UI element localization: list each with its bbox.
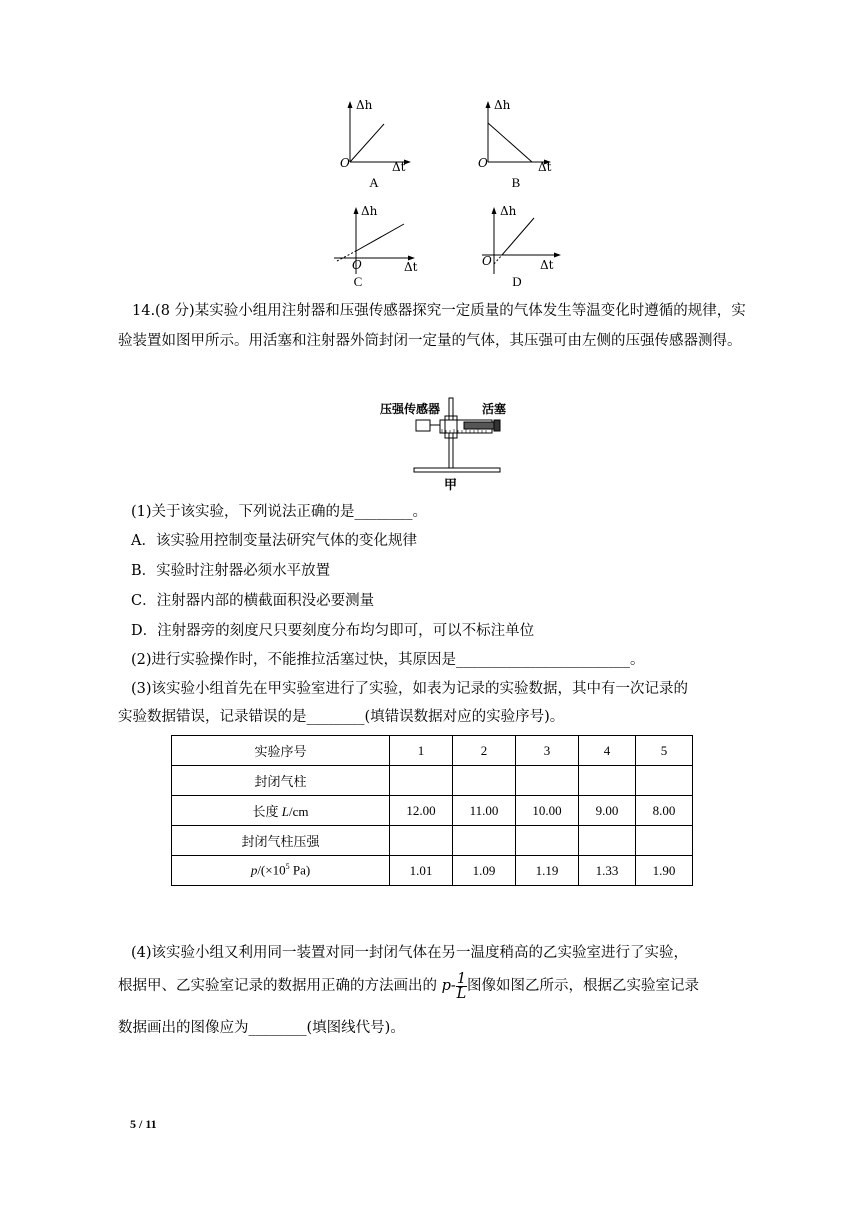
table-row bbox=[172, 796, 693, 826]
table-cell: 1.33 bbox=[579, 856, 636, 886]
graph-a bbox=[336, 98, 436, 178]
table-cell: 封闭气柱 bbox=[172, 766, 390, 796]
table-row bbox=[172, 766, 693, 796]
origin-label: O bbox=[482, 254, 492, 268]
option-b: B．实验时注射器必须水平放置 bbox=[131, 563, 331, 579]
axis-label-dh: Δh bbox=[494, 98, 511, 112]
table-cell: 1.01 bbox=[390, 856, 453, 886]
table-row bbox=[172, 826, 693, 856]
page-number: 5 / 11 bbox=[130, 1117, 157, 1131]
table-cell: 5 bbox=[636, 736, 693, 766]
graph-c bbox=[330, 198, 430, 278]
axis-label-dt: Δt bbox=[540, 258, 554, 272]
table-cell: 1.09 bbox=[453, 856, 516, 886]
table-cell: 2 bbox=[453, 736, 516, 766]
sensor-label: 压强传感器 bbox=[380, 402, 441, 416]
option-d: D．注射器旁的刻度尺只要刻度分布均匀即可，可以不标注单位 bbox=[131, 623, 535, 639]
graph-label-a: A bbox=[369, 175, 379, 190]
origin-label: O bbox=[478, 156, 488, 170]
table-cell: 12.00 bbox=[390, 796, 453, 826]
part-4-line-1: (4)该实验小组又利用同一装置对同一封闭气体在另一温度稍高的乙实验室进行了实验， bbox=[131, 945, 689, 961]
part-1-question: (1)关于该实验，下列说法正确的是________。 bbox=[131, 504, 428, 520]
table-cell: 实验序号 bbox=[172, 736, 390, 766]
table-cell: 4 bbox=[579, 736, 636, 766]
table-row bbox=[172, 856, 693, 886]
graph-label-d: D bbox=[512, 274, 522, 289]
part-3-line-2: 实验数据错误，记录错误的是________(填错误数据对应的实验序号)。 bbox=[118, 709, 565, 725]
table-cell: 10.00 bbox=[516, 796, 579, 826]
data-table bbox=[171, 735, 693, 886]
fraction-1-over-L: $\frac{1}{L}$ bbox=[456, 970, 467, 1002]
axis-label-dh: Δh bbox=[356, 98, 373, 112]
table-cell: 长度 L/cm bbox=[172, 796, 390, 826]
table-cell: 9.00 bbox=[579, 796, 636, 826]
table-cell: 1.90 bbox=[636, 856, 693, 886]
table-row bbox=[172, 736, 693, 766]
part-4-line-3: 数据画出的图像应为________(填图线代号)。 bbox=[118, 1020, 405, 1036]
table-cell: 11.00 bbox=[453, 796, 516, 826]
axis-label-dt: Δt bbox=[392, 160, 406, 174]
axis-label-dt: Δt bbox=[538, 160, 552, 174]
table-cell: 1 bbox=[390, 736, 453, 766]
table-cell: 封闭气柱压强 bbox=[172, 826, 390, 856]
table-cell: $p/(\times 10^5$ Pa) bbox=[172, 856, 390, 886]
apparatus-figure bbox=[378, 392, 518, 492]
table-cell: 3 bbox=[516, 736, 579, 766]
axis-label-dt: Δt bbox=[404, 260, 418, 274]
piston-label: 活塞 bbox=[482, 402, 507, 416]
table-cell: 8.00 bbox=[636, 796, 693, 826]
option-a: A．该实验用控制变量法研究气体的变化规律 bbox=[131, 533, 417, 549]
graph-label-b: B bbox=[511, 175, 521, 190]
part-2-question: (2)进行实验操作时，不能推拉活塞过快，其原因是________________________。 bbox=[131, 652, 645, 668]
question-14-intro: 14.(8 分)某实验小组用注射器和压强传感器探究一定质量的气体发生等温变化时遵循的规律，实验装置如图甲所示。用活塞和注射器外筒封闭一定量的气体，其压强可由左侧的压强传感器测得。 bbox=[118, 303, 746, 349]
option-c: C．注射器内部的横截面积没必要测量 bbox=[131, 593, 375, 609]
graph-label-c: C bbox=[353, 274, 363, 289]
axis-label-dh: Δh bbox=[500, 204, 517, 218]
figure-caption: 甲 bbox=[444, 478, 458, 493]
origin-label: O bbox=[340, 156, 350, 170]
graph-d bbox=[478, 198, 578, 278]
table-cell: 1.19 bbox=[516, 856, 579, 886]
part-4-line-2: 根据甲、乙实验室记录的数据用正确的方法画出的 p- $\frac{1}{L}$ 图像如图乙所示，根据乙实验室记录 bbox=[118, 970, 700, 1002]
part-3-line-1: (3)该实验小组首先在甲实验室进行了实验，如表为记录的实验数据，其中有一次记录的 bbox=[131, 681, 689, 697]
origin-label: O bbox=[352, 258, 362, 272]
graph-b bbox=[476, 98, 576, 178]
axis-label-dh: Δh bbox=[361, 204, 378, 218]
